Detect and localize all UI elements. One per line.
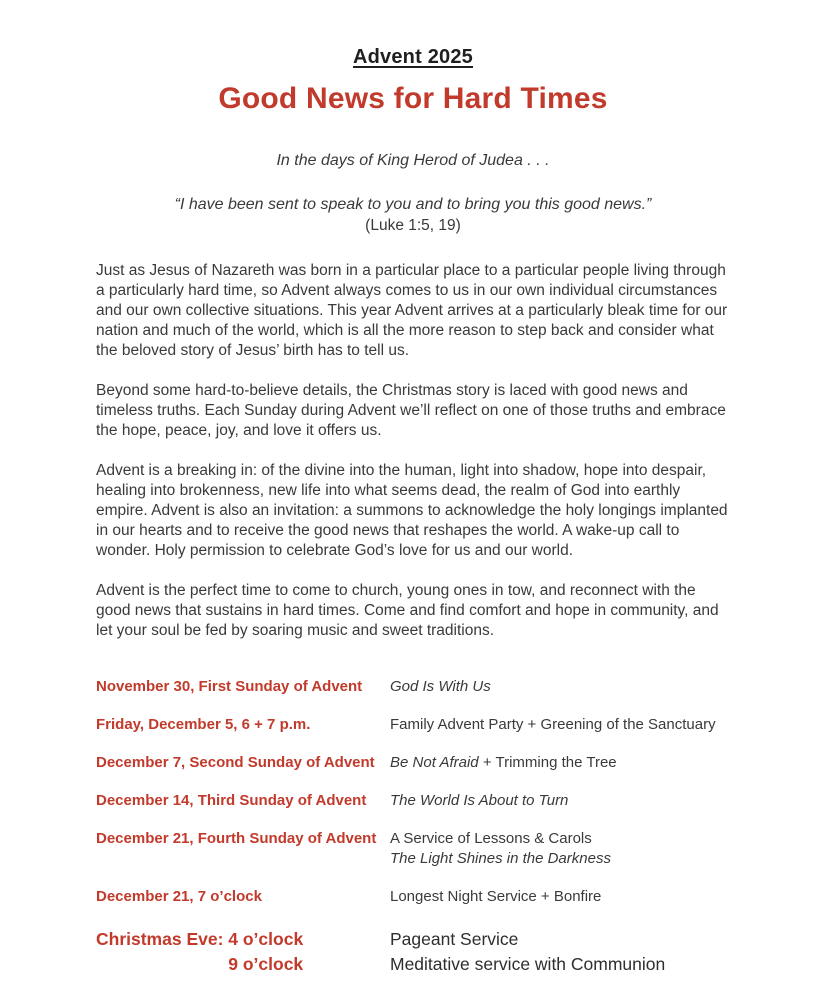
- schedule-description-line: [390, 753, 730, 773]
- schedule-row: [96, 753, 730, 773]
- body-copy: [96, 261, 730, 641]
- description-italic-segment: The Light Shines in the Darkness: [390, 850, 611, 867]
- description-italic-segment: The World Is About to Turn: [390, 792, 569, 809]
- schedule-date: November 30, First Sunday of Advent: [96, 678, 363, 695]
- christmas-eve-dates-inner: [96, 927, 303, 977]
- schedule-description: [390, 887, 730, 907]
- scripture-citation: (Luke 1:5, 19): [365, 217, 461, 234]
- schedule-row: [96, 791, 730, 811]
- schedule-description: [390, 677, 730, 697]
- schedule-date: December 21, Fourth Sunday of Advent: [96, 830, 377, 847]
- body-paragraph: Beyond some hard-to-believe details, the Christmas story is laced with good news and timeless truths. Each Sunday during Advent we’ll reflect on one of those truths and embrace the hope, peace, joy, and love it offers us.: [96, 382, 726, 439]
- description-segment: + Trimming the Tree: [478, 754, 617, 771]
- schedule-description-line: [390, 849, 730, 869]
- scripture-quote: “I have been sent to speak to you and to bring you this good news.”: [174, 196, 652, 213]
- schedule-description-line: [390, 887, 730, 907]
- schedule-description-line: [390, 715, 730, 735]
- scripture-intro-line: In the days of King Herod of Judea . . .: [276, 152, 550, 169]
- christmas-eve-row: [96, 927, 730, 977]
- schedule-description: [390, 791, 730, 811]
- description-segment: Family Advent Party + Greening of the Sanctuary: [390, 716, 716, 733]
- christmas-eve-date-line: 9 o’clock: [228, 954, 304, 974]
- body-paragraph: Advent is the perfect time to come to church, young ones in tow, and reconnect with the good news that sustains in hard times. Come and find comfort and hope in community, and let your soul be fed by soaring music and sweet traditions.: [96, 582, 719, 639]
- schedule-description: [390, 753, 730, 773]
- schedule-date: December 21, 7 o’clock: [96, 888, 262, 905]
- christmas-eve-desc-line: Meditative service with Communion: [390, 954, 666, 974]
- schedule-list: [96, 677, 730, 907]
- schedule-description: [390, 715, 730, 735]
- schedule-description-line: [390, 677, 730, 697]
- schedule-row: [96, 715, 730, 735]
- body-paragraph: Just as Jesus of Nazareth was born in a particular place to a particular people living through a particularly hard time, so Advent always comes to us in our own individual circumstances and our own collective situations. This year Advent arrives at a particularly bleak time for our nation and much of the world, which is all the more reason to step back and consider what the beloved story of Jesus’ birth has to tell us.: [96, 262, 728, 359]
- body-paragraph: Advent is a breaking in: of the divine into the human, light into shadow, hope into despair, healing into brokenness, new life into what seems dead, the realm of God into earthly empire. Advent is also an invitation: a summons to acknowledge the holy longings implanted in our hearts and to receive the good news that reshapes the world. A wake-up call to wonder. Holy permission to celebrate God’s love for us and our world.: [96, 462, 728, 559]
- schedule-description-line: [390, 791, 730, 811]
- description-italic-segment: God Is With Us: [390, 678, 491, 695]
- schedule-row: [96, 829, 730, 869]
- description-italic-segment: Be Not Afraid: [390, 754, 479, 771]
- christmas-eve-desc-line: Pageant Service: [390, 929, 519, 949]
- schedule-description: [390, 829, 730, 869]
- schedule-row: [96, 677, 730, 697]
- doc-subtitle: Advent 2025: [352, 46, 474, 68]
- schedule-date: December 7, Second Sunday of Advent: [96, 754, 375, 771]
- description-segment: A Service of Lessons & Carols: [390, 830, 592, 847]
- schedule-date: Friday, December 5, 6 + 7 p.m.: [96, 716, 311, 733]
- schedule-description-line: [390, 829, 730, 849]
- doc-title: Good News for Hard Times: [218, 82, 608, 115]
- schedule-row: [96, 887, 730, 907]
- christmas-eve-date-line: Christmas Eve: 4 o’clock: [96, 929, 304, 949]
- christmas-eve-descriptions: [390, 927, 730, 977]
- schedule-date: December 14, Third Sunday of Advent: [96, 792, 367, 809]
- christmas-eve-dates: [96, 927, 390, 977]
- description-segment: Longest Night Service + Bonfire: [390, 888, 602, 905]
